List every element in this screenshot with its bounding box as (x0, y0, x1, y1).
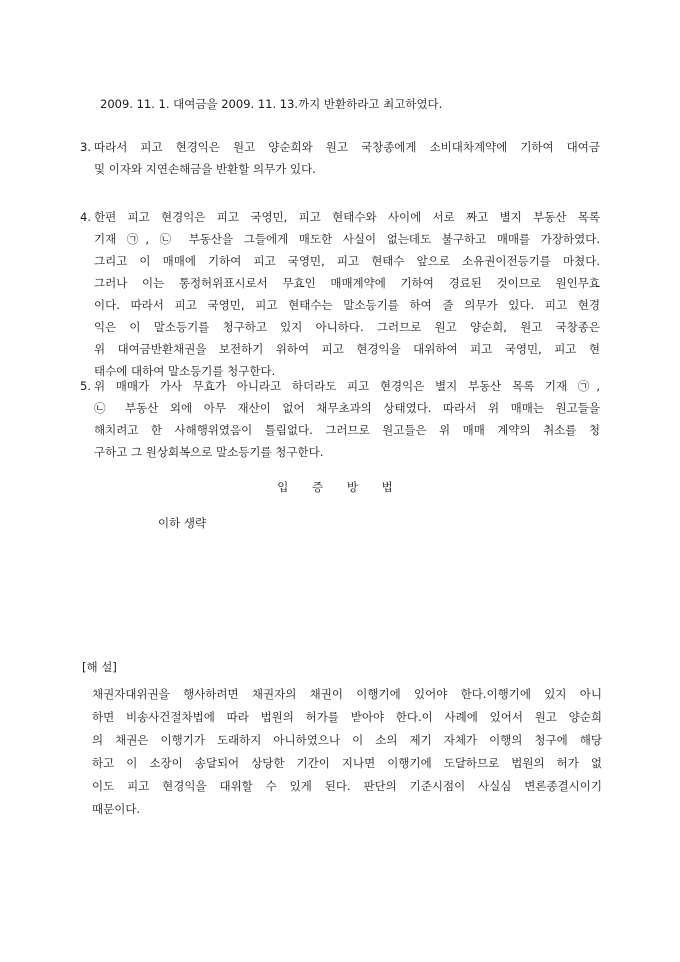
item-number: 4. (80, 210, 91, 224)
commentary-line: 하면 비송사건절차법에 따라 법원의 허가를 받아야 한다.이 사례에 있어서 원고 양순희 (92, 710, 602, 724)
claim-item-4 (80, 206, 600, 382)
commentary-line: 채권자대위권을 행사하려면 채권자의 채권이 이행기에 있어야 한다.이행기에 있지 아니 (92, 687, 602, 701)
item-line: 태수에 대하여 말소등기를 청구한다. (94, 364, 276, 378)
commentary-line: 하고 이 소장이 송달되어 상당한 기간이 지나면 이행기에 도달하므로 법원의 허가 없 (92, 756, 602, 770)
item-line: 기재 ㉠, ㉡ 부동산을 그들에게 매도한 사실이 없는데도 불구하고 매매를 가장하였다. (94, 232, 600, 246)
commentary-line: 이도 피고 현경익을 대위할 수 있게 된다. 판단의 기준시점이 사실심 변론종결시이기 (92, 779, 602, 793)
commentary-body (92, 683, 602, 821)
item-line: 이다. 따라서 피고 국영민, 피고 현태수는 말소등기를 하여 줄 의무가 있다. 피고 현경 (94, 298, 600, 312)
item-line: 해치려고 한 사해행위였음이 틀림없다. 그러므로 원고들은 위 매매 계약의 취소를 청 (94, 423, 600, 437)
claim-item-3 (80, 136, 600, 180)
commentary-line: 의 채권은 이행기가 도래하지 아니하였으나 이 소의 제기 자체가 이행의 청구에 해당 (92, 733, 602, 747)
item-number: 5. (80, 379, 91, 393)
item-line: 위 대여금반환채권을 보전하기 위하여 피고 현경익을 대위하여 피고 국영민, 피고 현 (94, 342, 600, 356)
item-number: 3. (80, 140, 91, 154)
section-heading-evidence: 입 증 방 법 (277, 480, 403, 494)
item-line: 그러나 이는 통정허위표시로서 무효인 매매계약에 기하여 경료된 것이므로 원인무효 (94, 276, 600, 290)
item-body (94, 136, 600, 180)
item-line: 한편 피고 현경익은 피고 국영민, 피고 현태수와 사이에 서로 짜고 별지 부동산 목록 (94, 210, 600, 224)
item-line: 및 이자와 지연손해금을 반환할 의무가 있다. (94, 162, 316, 176)
commentary-line: 때문이다. (92, 802, 141, 816)
item-body (94, 375, 600, 463)
item-line: ㉡ 부동산 외에 아무 재산이 없어 채무초과의 상태였다. 따라서 위 매매는 원고들을 (94, 401, 600, 415)
omitted-note: 이하 생략 (158, 516, 207, 530)
intro-line: 2009. 11. 1. 대여금을 2009. 11. 13.까지 반환하라고 최고하였다. (100, 97, 443, 111)
item-line: 위 매매가 가사 무효가 아니라고 하더라도 피고 현경익은 별지 부동산 목록 기재 ㉠, (94, 379, 600, 393)
item-line: 구하고 그 원상회복으로 말소등기를 청구한다. (94, 445, 324, 459)
item-body (94, 206, 600, 382)
commentary-label: [해 설] (82, 660, 117, 674)
item-line: 익은 이 말소등기를 청구하고 있지 아니하다. 그러므로 원고 양순희, 원고 국창종은 (94, 320, 600, 334)
item-line: 따라서 피고 현경익은 원고 양순희와 원고 국창종에게 소비대차계약에 기하여 대여금 (94, 140, 600, 154)
claim-item-5 (80, 375, 600, 463)
item-line: 그리고 이 매매에 기하여 피고 국영민, 피고 현태수 앞으로 소유권이전등기를 마쳤다. (94, 254, 600, 268)
